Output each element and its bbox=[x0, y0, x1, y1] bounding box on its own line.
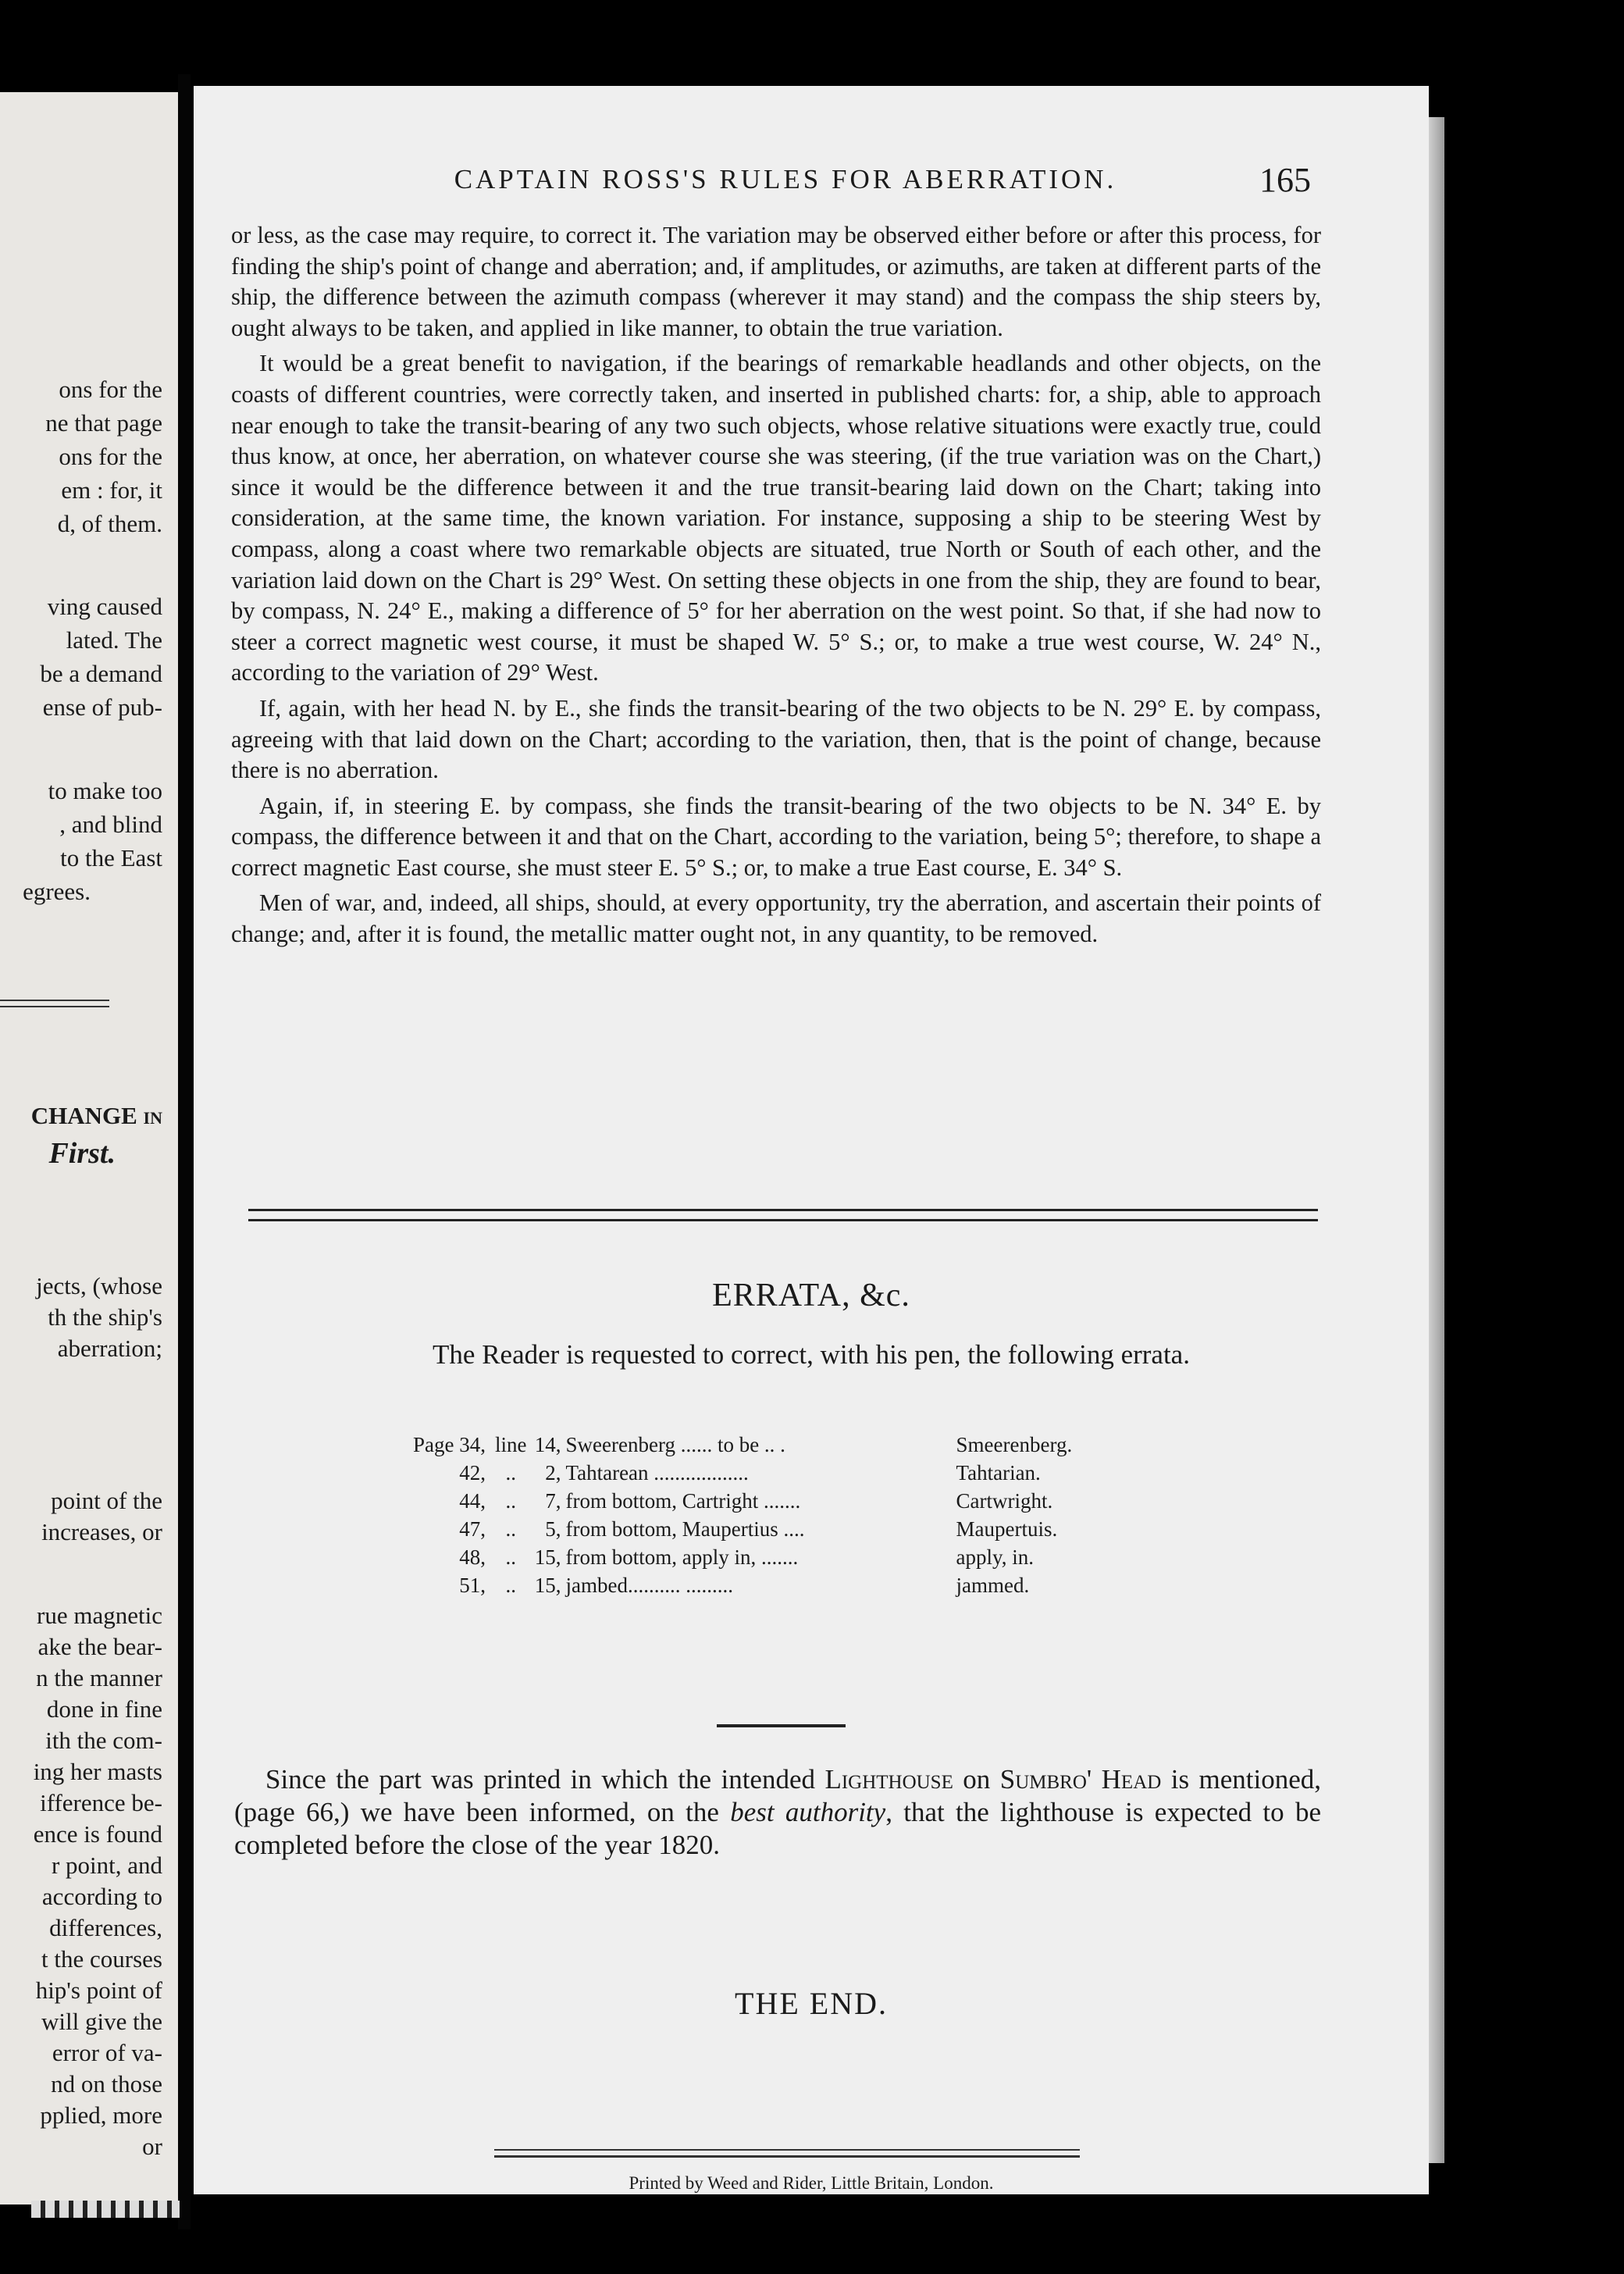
notice-sumbro: Sumbro' bbox=[999, 1764, 1092, 1795]
left-line: or bbox=[142, 2133, 162, 2160]
left-line: ing her masts bbox=[33, 1758, 162, 1785]
errata-line: 5, bbox=[545, 1517, 561, 1541]
left-line: ake the bear- bbox=[37, 1633, 162, 1660]
errata-line: 15, bbox=[534, 1574, 561, 1597]
double-rule-divider bbox=[248, 1209, 1318, 1221]
paragraph: Again, if, in steering E. by compass, she finds the transit-bearing of the two objects to be N. 34° E. by compass, the difference between it and that on the Chart, according to the variation, being 5°; therefore, to shape a correct magnetic East course, she must steer E. 5° S.; or, to make a true East course, E. 34° S. bbox=[231, 792, 1321, 881]
left-line: according to bbox=[41, 1883, 162, 1910]
left-line: ifference be- bbox=[40, 1789, 162, 1816]
body-text bbox=[231, 220, 1321, 950]
running-head: CAPTAIN ROSS'S RULES FOR ABERRATION. bbox=[454, 164, 1117, 194]
notice-text: on bbox=[953, 1764, 1000, 1795]
left-line: will give the bbox=[41, 2008, 162, 2035]
left-rule bbox=[0, 1000, 109, 1001]
errata-page: 44, bbox=[459, 1489, 486, 1513]
errata-row bbox=[370, 1487, 1072, 1515]
left-line: n the manner bbox=[36, 1664, 162, 1691]
left-line: hip's point of bbox=[35, 1976, 162, 2004]
left-line: ith the com- bbox=[45, 1727, 162, 1754]
errata-page: 42, bbox=[459, 1461, 486, 1485]
errata-sep: .. bbox=[505, 1574, 516, 1597]
left-line: ving caused bbox=[47, 593, 162, 620]
errata-title: ERRATA, &c. bbox=[712, 1278, 910, 1313]
left-line: ence is found bbox=[33, 1820, 162, 1848]
errata-row bbox=[370, 1571, 1072, 1599]
errata-page: 47, bbox=[459, 1517, 486, 1541]
left-line: egrees. bbox=[23, 878, 91, 905]
errata-sep: line bbox=[495, 1433, 527, 1456]
left-line: done in fine bbox=[46, 1695, 162, 1723]
errata-sep: .. bbox=[505, 1489, 516, 1513]
left-page-fragment bbox=[0, 92, 178, 2204]
left-line: t the courses bbox=[41, 1945, 162, 1973]
short-rule-divider bbox=[717, 1724, 846, 1727]
left-heading: First. bbox=[48, 1137, 116, 1170]
left-line: differences, bbox=[49, 1914, 162, 1941]
errata-correction: Tahtarian. bbox=[956, 1461, 1041, 1485]
errata-correction: Cartwright. bbox=[956, 1489, 1053, 1513]
errata-page: 51, bbox=[459, 1574, 486, 1597]
notice-best-authority: best authority bbox=[730, 1797, 886, 1827]
left-line: point of the bbox=[51, 1487, 162, 1514]
left-line: increases, or bbox=[41, 1518, 162, 1545]
errata-row bbox=[370, 1431, 1072, 1459]
errata-line: 14, bbox=[534, 1433, 561, 1456]
main-page bbox=[194, 86, 1429, 2194]
notice-text: , that the lighthouse is expected to be completed before the close of the year 1820. bbox=[234, 1797, 1321, 1860]
errata-correction: jammed. bbox=[956, 1574, 1030, 1597]
errata-page: 48, bbox=[459, 1545, 486, 1569]
bottom-rule bbox=[494, 2149, 1080, 2158]
left-heading: CHANGE in bbox=[30, 1102, 162, 1129]
left-line: ne that page bbox=[45, 409, 162, 437]
errata-table bbox=[370, 1431, 1072, 1599]
left-line: , and blind bbox=[59, 811, 162, 838]
page-edge-shadow bbox=[1429, 117, 1444, 2163]
errata-row bbox=[370, 1543, 1072, 1571]
left-line: ense of pub- bbox=[42, 693, 162, 721]
errata-sep: .. bbox=[505, 1545, 516, 1569]
errata-text: jambed.......... ......... bbox=[565, 1574, 733, 1597]
paragraph: or less, as the case may require, to correct it. The variation may be observed either before or after this process, for finding the ship's point of change and aberration; and, if amplitudes, or azimuths, are taken at different parts of the ship, the difference between the azimuth compass (wherever it may stand) and the compass the ship steers by, ought always to be taken, and applied in like manner, to obtain the true variation. bbox=[231, 222, 1321, 341]
left-line: be a demand bbox=[40, 660, 162, 687]
errata-page: Page 34, bbox=[413, 1433, 486, 1456]
left-line: jects, (whose bbox=[36, 1272, 162, 1299]
left-line: lated. The bbox=[66, 626, 162, 654]
left-line: nd on those bbox=[51, 2070, 162, 2098]
left-line: aberration; bbox=[57, 1335, 162, 1362]
errata-row bbox=[370, 1515, 1072, 1543]
paragraph: It would be a great benefit to navigation, if the bearings of remarkable headlands and other objects, on the coasts of different countries, were correctly taken, and inserted in published charts: for, a ship, able to approach near enough to take the transit-bearing of any two such objects, whose relative situations were exactly true, could thus know, at once, her aberration, on whatever course she was steering, (if the true variation was on the Chart,) since it would be the difference between it and the true transit-bearing laid down on the Chart; taking into consideration, at the same time, the known variation. For instance, supposing a ship to be steering West by compass, along a coast where two remarkable objects are situated, true North or South of each other, and the variation laid down on the Chart is 29° West. On setting these objects in one from the ship, they are found to bear, by compass, N. 24° E., making a difference of 5° for her aberration on the west point. So that, if she had now to steer a correct magnetic west course, it must be shaped W. 5° S.; or, to make a true west course, W. 24° N., according to the variation of 29° West. bbox=[231, 350, 1321, 686]
left-line: em : for, it bbox=[61, 476, 162, 504]
errata-line: 2, bbox=[545, 1461, 561, 1485]
errata-text: from bottom, apply in, ....... bbox=[565, 1545, 799, 1569]
left-line: to the East bbox=[60, 844, 162, 871]
lighthouse-notice bbox=[234, 1763, 1321, 1862]
paragraph: Men of war, and, indeed, all ships, should, at every opportunity, try the aberration, and ascertain their points of change; and, after it is found, the metallic matter ought not, in any quantity, to be removed. bbox=[231, 889, 1321, 948]
left-rule bbox=[0, 1006, 109, 1007]
left-line: to make too bbox=[48, 777, 162, 804]
left-line: ons for the bbox=[59, 376, 162, 403]
errata-text: Sweerenberg ...... to be .. . bbox=[565, 1433, 785, 1456]
notice-text: Since the part was printed in which the intended bbox=[265, 1764, 825, 1795]
errata-sep: .. bbox=[505, 1517, 516, 1541]
errata-correction: apply, in. bbox=[956, 1545, 1034, 1569]
errata-line: 15, bbox=[534, 1545, 561, 1569]
notice-lighthouse: Lighthouse bbox=[824, 1764, 953, 1795]
paragraph: If, again, with her head N. by E., she finds the transit-bearing of the two objects to be N. 29° E. by compass, agreeing with that laid down on the Chart; according to the variation, then, that is the point of change, because there is no aberration. bbox=[231, 694, 1321, 784]
left-line: r point, and bbox=[51, 1852, 162, 1879]
errata-text: from bottom, Cartright ....... bbox=[565, 1489, 801, 1513]
page-number: 165 bbox=[1259, 161, 1311, 199]
printer-imprint: Printed by Weed and Rider, Little Britain, London. bbox=[629, 2173, 994, 2193]
errata-row bbox=[370, 1459, 1072, 1487]
errata-text: Tahtarean .................. bbox=[565, 1461, 749, 1485]
left-line: d, of them. bbox=[57, 510, 162, 537]
errata-line: 7, bbox=[545, 1489, 561, 1513]
errata-correction: Smeerenberg. bbox=[956, 1433, 1073, 1456]
left-line: error of va- bbox=[52, 2039, 162, 2066]
book-spine bbox=[178, 74, 191, 2229]
the-end: THE END. bbox=[735, 1986, 888, 2021]
notice-head: Head bbox=[1101, 1764, 1162, 1795]
errata-intro: The Reader is requested to correct, with his pen, the following errata. bbox=[433, 1339, 1190, 1370]
page-edge-strip bbox=[31, 2201, 180, 2218]
notice-text: is mentioned, (page 66,) we have been informed, on the bbox=[234, 1764, 1321, 1827]
left-line: pplied, more bbox=[40, 2101, 162, 2129]
errata-correction: Maupertuis. bbox=[956, 1517, 1058, 1541]
left-line: ons for the bbox=[59, 443, 162, 470]
errata-sep: .. bbox=[505, 1461, 516, 1485]
left-line: rue magnetic bbox=[37, 1602, 162, 1629]
left-line: th the ship's bbox=[48, 1303, 162, 1331]
errata-text: from bottom, Maupertius .... bbox=[565, 1517, 805, 1541]
